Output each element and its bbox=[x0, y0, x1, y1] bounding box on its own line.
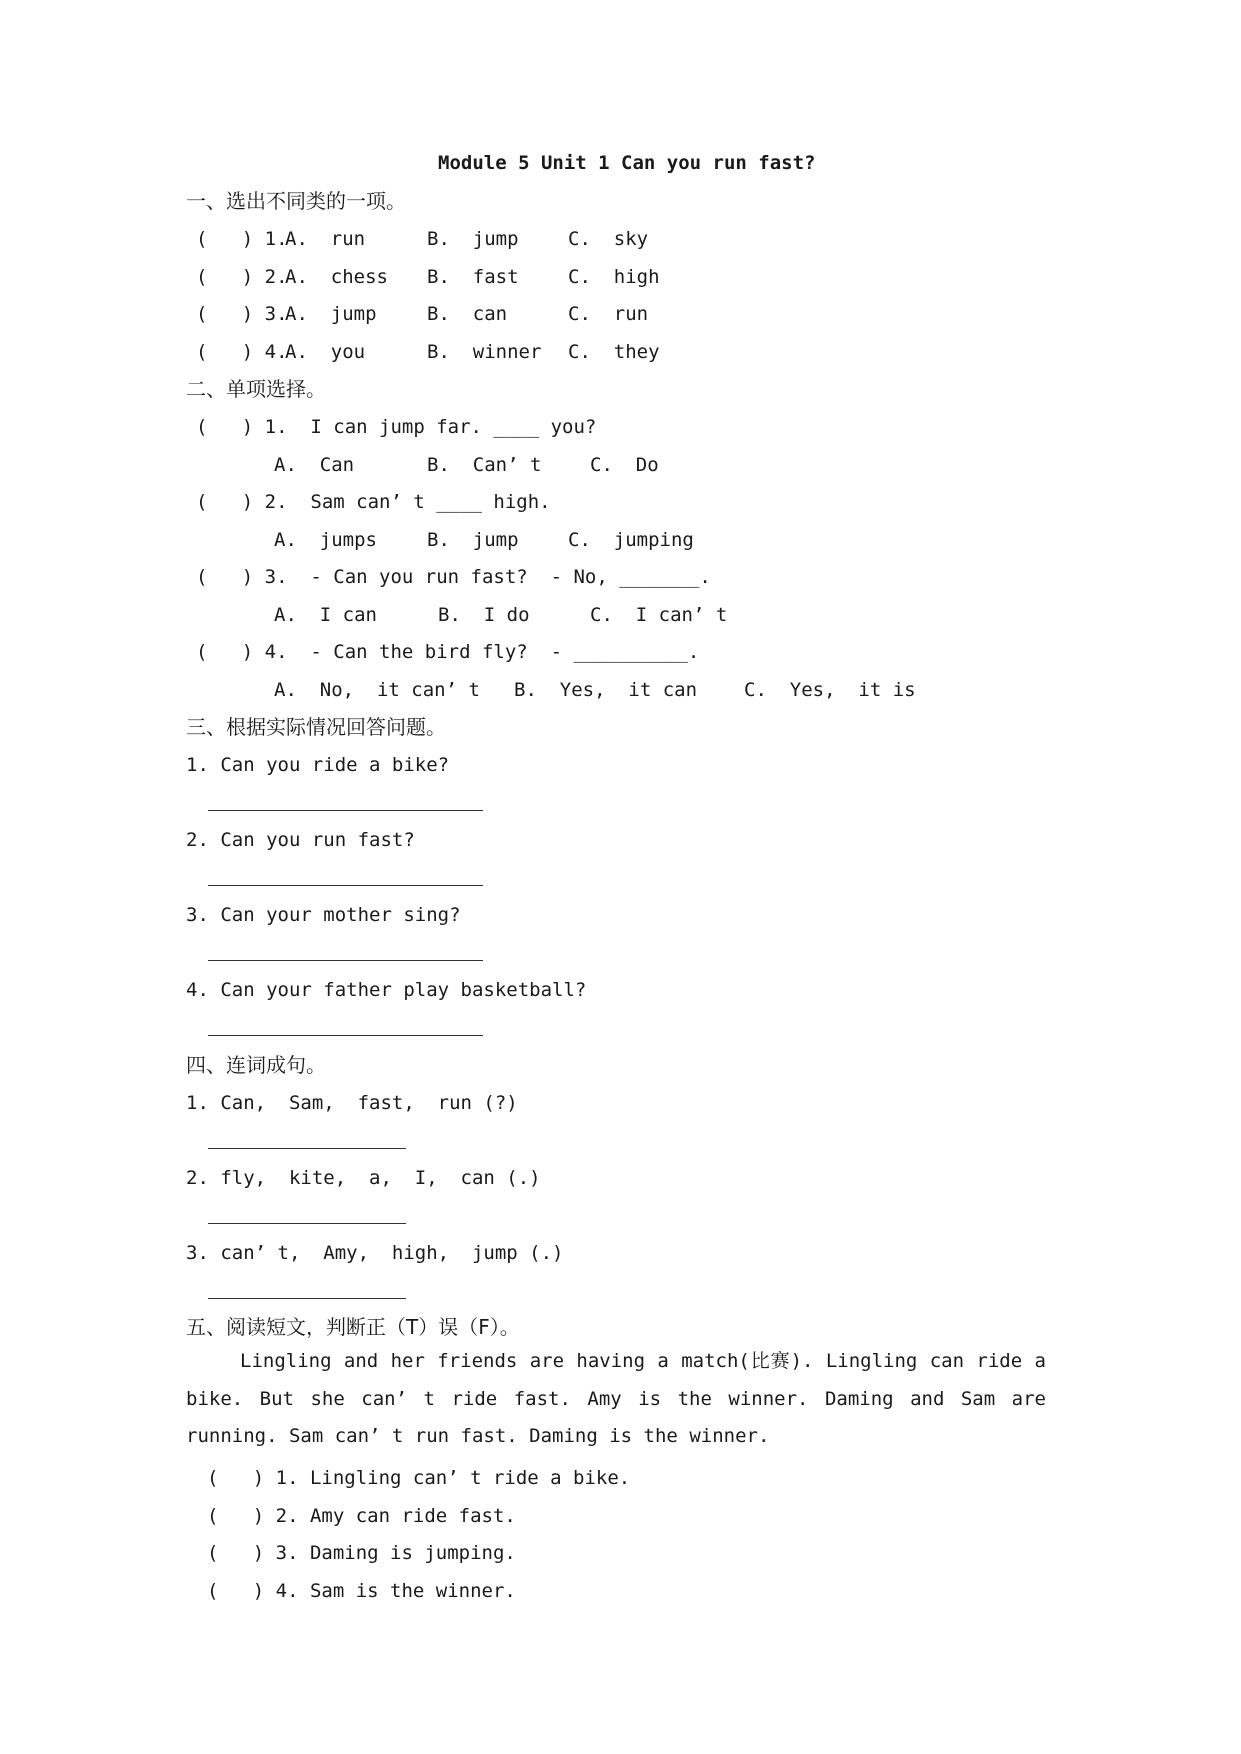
section2-question-1: ( ) 1. I can jump far. ____ you? bbox=[196, 416, 597, 438]
answer-line[interactable] bbox=[208, 1223, 406, 1224]
option-c: C. Yes, it is bbox=[744, 679, 916, 701]
section2-question-4: ( ) 4. - Can the bird fly? - __________. bbox=[196, 641, 700, 663]
option-c: C. jumping bbox=[568, 529, 694, 551]
option-b: B. fast bbox=[427, 266, 519, 288]
option-a: A. you bbox=[285, 341, 366, 363]
answer-line[interactable] bbox=[208, 1035, 483, 1036]
answer-line[interactable] bbox=[208, 1298, 406, 1299]
option-a: A. No, it can’ t bbox=[274, 679, 480, 701]
option-a: A. jumps bbox=[274, 529, 377, 551]
section2-question-3: ( ) 3. - Can you run fast? - No, _______. bbox=[196, 566, 711, 588]
item-number: ( ) 2. bbox=[196, 266, 288, 288]
reading-passage: Lingling and her friends are having a match(比赛). Lingling can ride a bike. But she can’ t ride fast. Amy is the winner. Daming and Sam are running. Sam can’ t run fast. Daming is the winner. bbox=[186, 1350, 1046, 1447]
section4-question-1: 1. Can, Sam, fast, run (?) bbox=[186, 1092, 518, 1114]
option-b: B. jump bbox=[427, 529, 519, 551]
option-b: B. can bbox=[427, 303, 508, 325]
option-c: C. Do bbox=[590, 454, 659, 476]
section3-question-2: 2. Can you run fast? bbox=[186, 829, 415, 851]
section3-question-4: 4. Can your father play basketball? bbox=[186, 979, 587, 1001]
section2-question-2: ( ) 2. Sam can’ t ____ high. bbox=[196, 491, 551, 513]
section3-heading: 三、根据实际情况回答问题。 bbox=[186, 715, 446, 739]
section5-statement-2: ( ) 2. Amy can ride fast. bbox=[207, 1505, 516, 1527]
section5-statement-4: ( ) 4. Sam is the winner. bbox=[207, 1580, 516, 1602]
option-c: C. run bbox=[568, 303, 649, 325]
section2-heading: 二、单项选择。 bbox=[186, 377, 326, 401]
section3-question-3: 3. Can your mother sing? bbox=[186, 904, 461, 926]
option-a: A. chess bbox=[285, 266, 388, 288]
section1-heading: 一、选出不同类的一项。 bbox=[186, 189, 406, 213]
answer-line[interactable] bbox=[208, 885, 483, 886]
item-number: ( ) 4. bbox=[196, 341, 288, 363]
answer-line[interactable] bbox=[208, 810, 483, 811]
section3-question-1: 1. Can you ride a bike? bbox=[186, 754, 450, 776]
section5-statement-1: ( ) 1. Lingling can’ t ride a bike. bbox=[207, 1467, 631, 1489]
answer-line[interactable] bbox=[208, 1148, 406, 1149]
section5-heading: 五、阅读短文，判断正（T）误（F）。 bbox=[186, 1315, 520, 1339]
item-number: ( ) 3. bbox=[196, 303, 288, 325]
section4-question-2: 2. fly, kite, a, I, can (.) bbox=[186, 1167, 541, 1189]
option-a: A. run bbox=[285, 228, 366, 250]
option-a: A. jump bbox=[285, 303, 377, 325]
option-a: A. Can bbox=[274, 454, 355, 476]
option-c: C. high bbox=[568, 266, 660, 288]
option-c: C. they bbox=[568, 341, 660, 363]
option-b: B. I do bbox=[438, 604, 530, 626]
option-c: C. I can’ t bbox=[590, 604, 728, 626]
option-b: B. winner bbox=[427, 341, 542, 363]
section5-statement-3: ( ) 3. Daming is jumping. bbox=[207, 1542, 516, 1564]
option-a: A. I can bbox=[274, 604, 377, 626]
option-b: B. Yes, it can bbox=[514, 679, 698, 701]
item-number: ( ) 1. bbox=[196, 228, 288, 250]
section4-question-3: 3. can’ t, Amy, high, jump (.) bbox=[186, 1242, 564, 1264]
answer-line[interactable] bbox=[208, 960, 483, 961]
section4-heading: 四、连词成句。 bbox=[186, 1053, 326, 1077]
option-c: C. sky bbox=[568, 228, 649, 250]
page-title: Module 5 Unit 1 Can you run fast? bbox=[438, 152, 816, 174]
option-b: B. jump bbox=[427, 228, 519, 250]
option-b: B. Can’ t bbox=[427, 454, 542, 476]
